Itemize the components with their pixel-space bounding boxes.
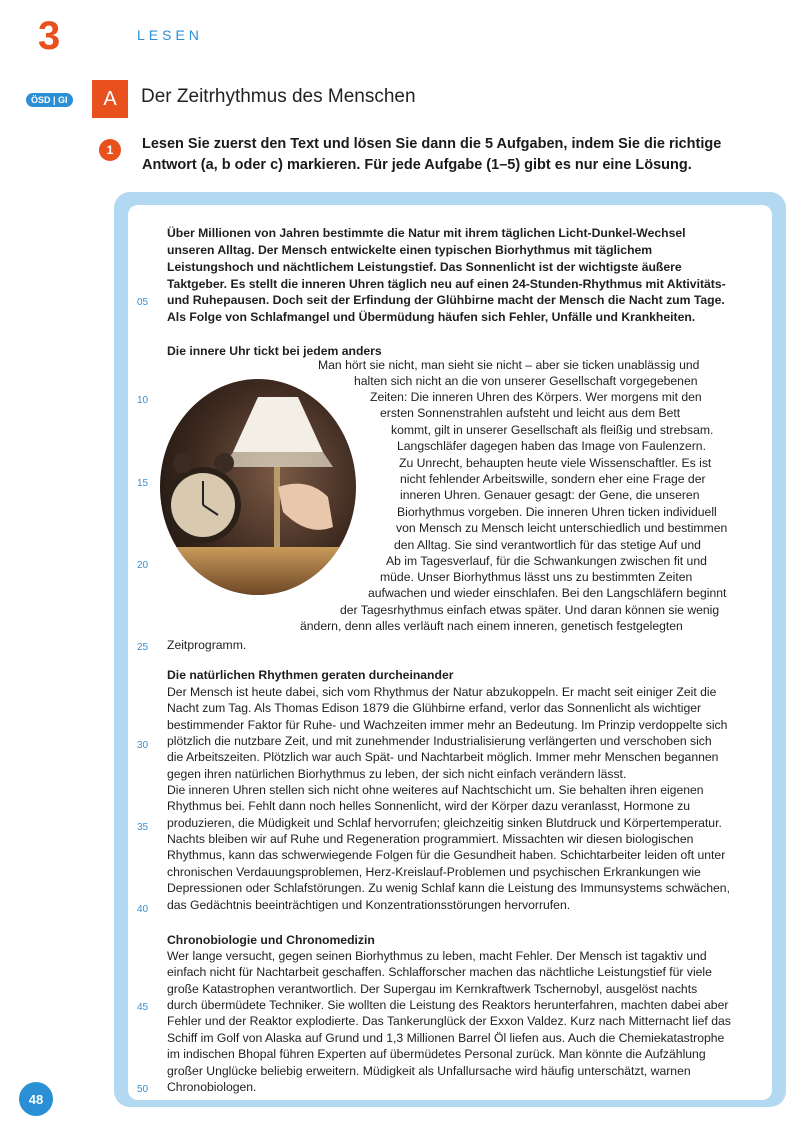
section-line: nicht fehlender Arbeitswille, sondern eher eine Frage der (400, 472, 706, 486)
section-heading: Die natürlichen Rhythmen geraten durcheinander (167, 668, 454, 682)
section-line: kommt, gilt in unserer Gesellschaft als fleißig und strebsam. (391, 423, 714, 437)
part-title: Der Zeitrhythmus des Menschen (141, 86, 416, 107)
section-line: Ab im Tagesverlauf, für die Schwankungen zwischen fit und (386, 554, 707, 568)
section-line: Der Mensch ist heute dabei, sich vom Rhythmus der Natur abzukoppeln. Er macht seit einiger Zeit die (167, 685, 717, 699)
intro-line: und Ruhepausen. Doch seit der Erfindung der Glühbirne macht der Mensch die Nacht zum Tage. (167, 293, 725, 307)
section-line: Nacht zum Tag. Als Thomas Edison 1879 die Glühbirne erfand, verlor das Sonnenlicht als wichtiger (167, 701, 702, 715)
section-line: Nachts bleiben wir auf Ruhe und Regeneration programmiert. Missachten wir diesen biologischen (167, 832, 694, 846)
section-line: Zeitprogramm. (167, 638, 247, 652)
section-line: müde. Unser Biorhythmus lässt uns zu bestimmten Zeiten (380, 570, 693, 584)
section-line: Zeiten: Die inneren Uhren des Körpers. Wer morgens mit den (370, 390, 702, 404)
section-line: gegen ihren natürlichen Biorhythmus zu leben, der sich nicht einfach verändern lässt. (167, 767, 627, 781)
section-line: Rhythmus, kann das schwerwiegende Folgen für die Gesundheit haben. Schichtarbeiter leiden oft unter (167, 848, 726, 862)
section-line: einfach nicht für Nachtarbeit geschaffen. Schlafforscher machen das nächtliche Leistungstief für viele (167, 965, 712, 979)
section-line: im indischen Bhopal führen Experten auf übermüdetes Personal zurück. Man könnte die Aufzählung (167, 1047, 706, 1061)
section-heading: Chronobiologie und Chronomedizin (167, 933, 375, 947)
section-line: aufwachen und wieder einschlafen. Bei den Langschläfern beginnt (368, 586, 727, 600)
section-line: von Mensch zu Mensch leicht unterschiedlich und bestimmen (396, 521, 728, 535)
line-number: 15 (137, 478, 149, 489)
section-line: Fehler und der Reaktor explodierte. Das Tankerunglück der Exxon Valdez. Kurz nach Mitternacht lief das (167, 1014, 731, 1028)
section-line: inneren Uhren. Genauer gesagt: der Gene, die unseren (400, 488, 700, 502)
section-label: LESEN (137, 27, 203, 43)
chapter-number: 3 (38, 14, 61, 58)
line-number: 25 (137, 642, 149, 653)
line-number: 40 (137, 904, 149, 915)
line-number: 20 (137, 560, 149, 571)
section-line: große Katastrophen verantwortlich. Der Supergau im Kernkraftwerk Tschernobyl, ausgelöst nachts (167, 982, 698, 996)
section-line: Wer lange versucht, gegen seinen Biorhythmus zu leben, macht Fehler. Der Mensch ist tagaktiv und (167, 949, 707, 963)
section-line: das Gedächtnis beeinträchtigen und Konzentrationsstörungen hervorrufen. (167, 898, 571, 912)
intro-line: Taktgeber. Es stellt die inneren Uhren täglich neu auf einen 24-Stunden-Rhythmus mit Aktivitäts- (167, 277, 726, 291)
section-line: Depressionen oder Schlafstörungen. Zu wenig Schlaf kann die Leistung des Immunsystems schwächen, (167, 881, 730, 895)
section-line: chronischen Verdauungsproblemen, Herz-Kreislauf-Problemen und psychischen Erkrankungen wie (167, 865, 701, 879)
section-line: bestimmender Faktor für Ruhe- und Wachzeiten immer mehr an Bedeutung. Im Prinzip verdoppelte sich (167, 718, 728, 732)
section-line: Schiff im Golf von Alaska auf Grund und 1,3 Millionen Barrel Öl liefen aus. Auch die Chemiekatastrophe (167, 1031, 725, 1045)
section-line: Biorhythmus vorgeben. Die inneren Uhren ticken individuell (397, 505, 717, 519)
section-line: Man hört sie nicht, man sieht sie nicht – aber sie ticken unablässig und (318, 358, 700, 372)
line-number: 30 (137, 740, 149, 751)
section-line: Chronobiologen. (167, 1080, 257, 1094)
alarm-clock-lamp-photo (158, 377, 358, 597)
section-line: die Arbeitszeiten. Plötzlich war auch Spät- und Nachtarbeit möglich. Immer mehr Menschen begannen (167, 750, 719, 764)
section-line: der Tagesrhythmus einfach etwas später. Und daran können sie wenig (340, 603, 720, 617)
section-heading: Die innere Uhr tickt bei jedem anders (167, 344, 382, 358)
section-line: plötzlich die nutzbare Zeit, und mit zunehmender Industrialisierung verlängerten und verschoben sich (167, 734, 712, 748)
intro-line: Leistungshoch und nächtlichem Leistungstief. Das Sonnenlicht ist der wichtigste äußere (167, 260, 682, 274)
section-line: durch übermüdete Techniker. Sie wollten die Leistung des Reaktors herunterfahren, machten dabei aber (167, 998, 729, 1012)
intro-line: unseren Alltag. Der Mensch entwickelte einen typischen Biorhythmus mit täglichem (167, 243, 653, 257)
section-line: ersten Sonnenstrahlen aufsteht und leicht aus dem Bett (380, 406, 681, 420)
line-number: 35 (137, 822, 149, 833)
section-line: Rhythmus bei. Fehlt dann noch helles Sonnenlicht, wird der Körper dazu veranlasst, Hormone zu (167, 799, 690, 813)
task-number-badge: 1 (99, 139, 121, 161)
line-number: 50 (137, 1084, 149, 1095)
exam-badge: ÖSD | GI (26, 93, 73, 107)
section-line: Die inneren Uhren stellen sich nicht ohne weiteres auf Nachtschicht um. Sie behalten ihren eigenen (167, 783, 704, 797)
section-line: halten sich nicht an die von unserer Gesellschaft vorgegebenen (354, 374, 698, 388)
section-line: den Alltag. Sie sind verantwortlich für das stetige Auf und (394, 538, 701, 552)
section-line: Langschläfer dagegen haben das Image von Faulenzern. (397, 439, 706, 453)
line-number: 10 (137, 395, 149, 406)
line-number: 05 (137, 297, 149, 308)
section-line: Zu Unrecht, behaupten heute viele Wissenschaftler. Es ist (399, 456, 712, 470)
intro-line: Als Folge von Schlafmangel und Übermüdung häufen sich Fehler, Unfälle und Krankheiten. (167, 310, 696, 324)
section-line: produzieren, die Müdigkeit und Schlaf hervorrufen; gleichzeitig sinken Blutdruck und Körpertemperatur. (167, 816, 722, 830)
part-letter-badge: A (92, 80, 128, 118)
task-instruction: Lesen Sie zuerst den Text und lösen Sie dann die 5 Aufgaben, indem Sie die richtige Antwort (a, b oder c) markieren. Für jede Aufgabe (1–5) gibt es nur eine Lösung. (142, 136, 722, 173)
section-line: großer Unglücke beliebig erweitern. Müdigkeit als Unfallursache wird häufig unterschätzt, warnen (167, 1064, 691, 1078)
section-line: ändern, denn alles verläuft nach einem inneren, genetisch festgelegten (300, 619, 683, 633)
line-number: 45 (137, 1002, 149, 1013)
page-number: 48 (19, 1082, 53, 1116)
intro-line: Über Millionen von Jahren bestimmte die Natur mit ihrem täglichen Licht-Dunkel-Wechsel (167, 226, 686, 240)
